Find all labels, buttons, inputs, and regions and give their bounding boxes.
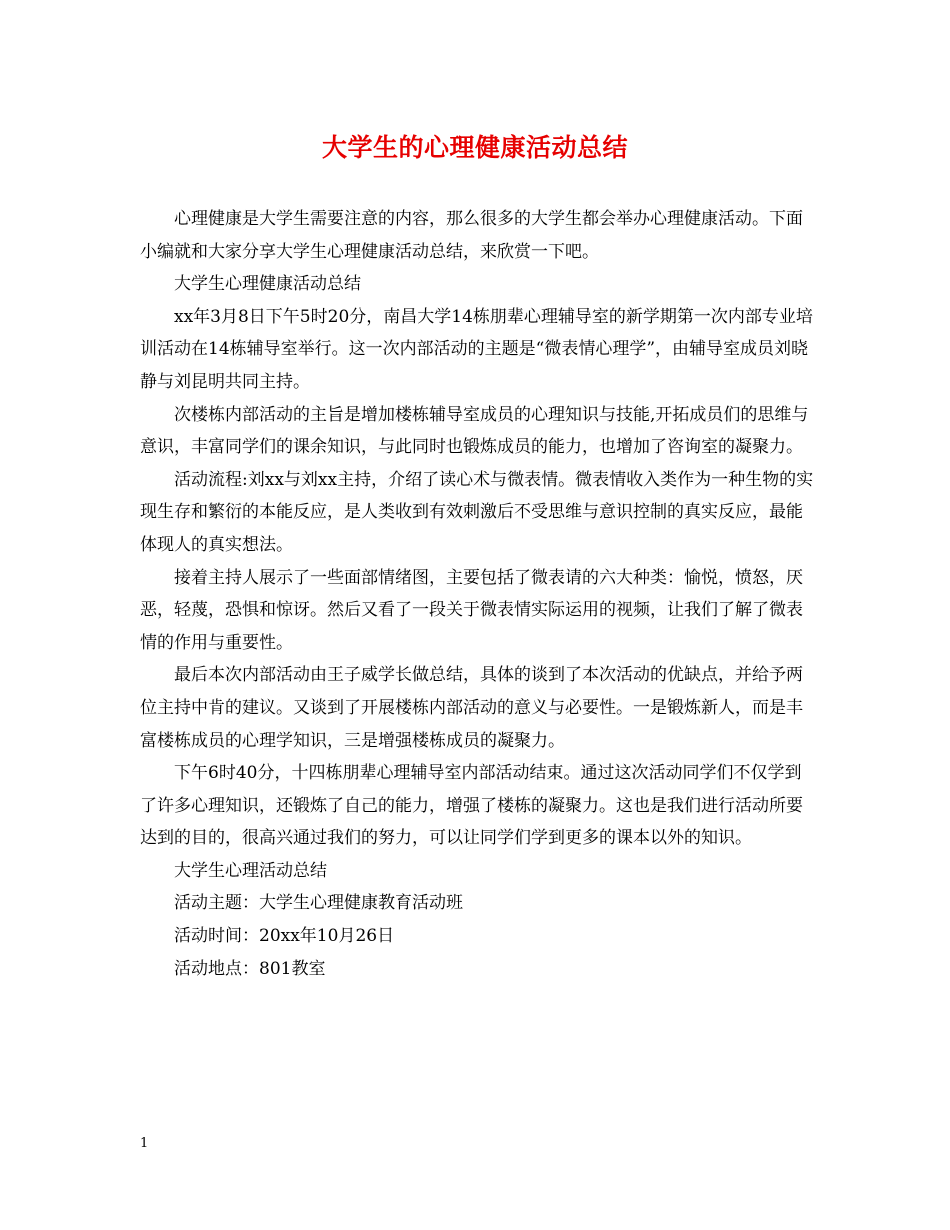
paragraph: xx年3月8日下午5时20分，南昌大学14栋朋辈心理辅导室的新学期第一次内部专业培训活动在14栋辅导室举行。这一次内部活动的主题是“微表情心理学”，由辅导室成员刘晓静与刘昆明共同主持。 xyxy=(140,306,813,392)
paragraph-intro: 心理健康是大学生需要注意的内容，那么很多的大学生都会举办心理健康活动。下面小编就和大家分享大学生心理健康活动总结，来欣赏一下吧。 xyxy=(140,209,803,262)
paragraph: 下午6时40分，十四栋朋辈心理辅导室内部活动结束。通过这次活动同学们不仅学到了许多心理知识，还锻炼了自己的能力，增强了楼栋的凝聚力。这也是我们进行活动所要达到的目的，很高兴通过我们的努力，可以让同学们学到更多的课本以外的知识。 xyxy=(140,763,803,849)
paragraph: 最后本次内部活动由王子威学长做总结，具体的谈到了本次活动的优缺点，并给予两位主持中肯的建议。又谈到了开展楼栋内部活动的意义与必要性。一是锻炼新人，而是丰富楼栋成员的心理学知识，三是增强楼栋成员的凝聚力。 xyxy=(140,665,803,751)
document-body xyxy=(140,203,815,985)
activity-theme: 活动主题：大学生心理健康教育活动班 xyxy=(174,893,463,914)
section-heading-1: 大学生心理健康活动总结 xyxy=(174,274,361,295)
paragraph: 接着主持人展示了一些面部情绪图，主要包括了微表请的六大种类：愉悦，愤怒，厌恶，轻蔑，恐惧和惊讶。然后又看了一段关于微表情实际运用的视频，让我们了解了微表情的作用与重要性。 xyxy=(140,567,803,653)
activity-time: 活动时间：20xx年10月26日 xyxy=(174,926,395,947)
activity-location: 活动地点：801教室 xyxy=(174,958,326,979)
section-heading-2: 大学生心理活动总结 xyxy=(174,860,327,881)
page-number: 1 xyxy=(140,1136,149,1151)
paragraph: 次楼栋内部活动的主旨是增加楼栋辅导室成员的心理知识与技能,开拓成员们的思维与意识，丰富同学们的课余知识，与此同时也锻炼成员的能力，也增加了咨询室的凝聚力。 xyxy=(140,404,809,458)
document-title: 大学生的心理健康活动总结 xyxy=(321,133,628,162)
paragraph: 活动流程:刘xx与刘xx主持，介绍了读心术与微表情。微表情收入类作为一种生物的实现生存和繁衍的本能反应，是人类收到有效刺激后不受思维与意识控制的真实反应，最能体现人的真实想法。 xyxy=(140,469,814,555)
